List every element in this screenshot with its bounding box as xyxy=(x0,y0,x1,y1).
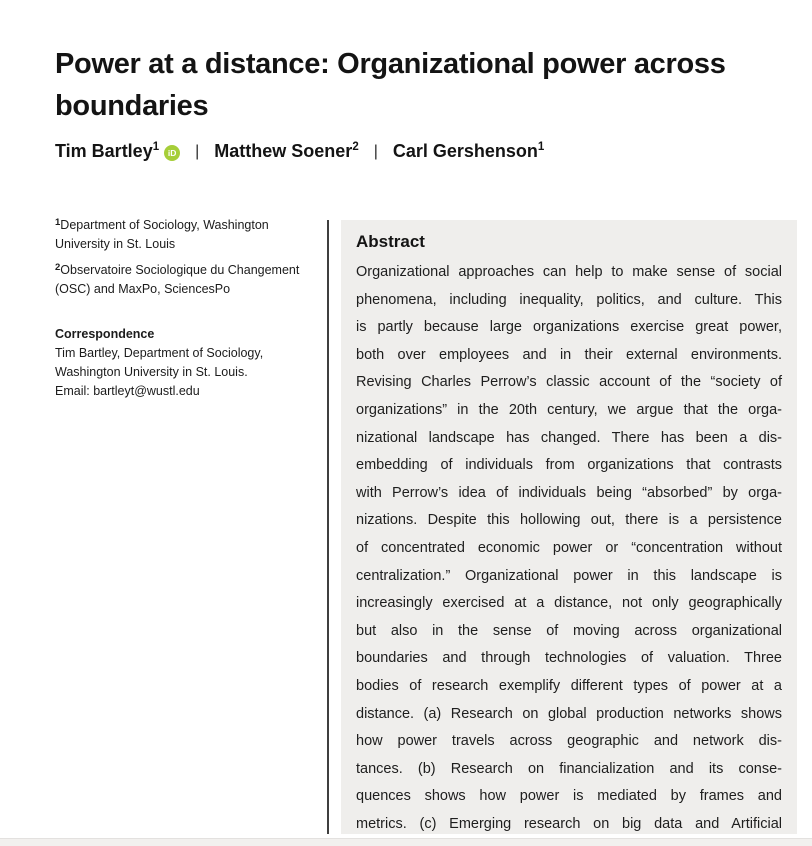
affiliation-text: Department of Sociology, Washington University in St. Louis xyxy=(55,218,269,251)
abstract-line: tances. (b) Research on financialization and its conse- xyxy=(356,760,782,777)
abstract-line: bodies of research exemplify different types of power at a xyxy=(356,677,782,694)
abstract-heading: Abstract xyxy=(356,232,425,251)
abstract-line: increasingly exercised at a distance, not only geographically xyxy=(356,595,782,612)
affiliation-2 xyxy=(55,261,309,299)
abstract-line: nizational landscape has changed. There has been a dis- xyxy=(356,429,782,446)
correspondence-address: Tim Bartley, Department of Sociology, Washington University in St. Louis. xyxy=(55,346,264,379)
author-separator: | xyxy=(373,143,378,160)
author-separator: | xyxy=(195,143,200,160)
abstract-line: how power travels across geographic and network dis- xyxy=(356,733,782,750)
author-name: Carl Gershenson xyxy=(392,141,538,161)
author-affiliation-marker: 1 xyxy=(152,141,160,153)
author-list xyxy=(55,141,544,162)
article-info-column xyxy=(55,216,309,401)
author-affiliation-marker: 1 xyxy=(537,141,545,153)
abstract-line: Revising Charles Perrow’s classic account of the “society of xyxy=(356,374,782,391)
affiliation-marker: 1 xyxy=(55,217,61,228)
abstract-line: nizations. Despite this hollowing out, there is a persistence xyxy=(356,512,782,529)
affiliation-text: Observatoire Sociologique du Changement (OSC) and MaxPo, SciencesPo xyxy=(55,263,300,296)
author-3 xyxy=(393,141,544,162)
page-edge-strip xyxy=(0,838,812,846)
author-1 xyxy=(55,141,180,162)
abstract-line: quences shows how power is mediated by frames and xyxy=(356,788,782,805)
abstract-line: with Perrow’s idea of individuals being “absorbed” by orga- xyxy=(356,484,782,501)
abstract-line: is partly because large organizations exercise great power, xyxy=(356,319,782,336)
page-title: Power at a distance: Organizational power across boundaries xyxy=(55,48,726,123)
email-label: Email: xyxy=(55,384,94,398)
abstract-line: centralization.” Organizational power in this landscape is xyxy=(356,567,782,584)
abstract-line: but also in the sense of moving across organizational xyxy=(356,622,782,639)
abstract-line: both over employees and in their external environments. xyxy=(356,346,782,363)
author-name: Matthew Soener xyxy=(214,141,353,161)
affiliation-1 xyxy=(55,216,309,254)
column-divider xyxy=(327,220,329,834)
email-link[interactable]: bartleyt@wustl.edu xyxy=(93,384,200,398)
affiliation-marker: 2 xyxy=(55,262,61,273)
abstract-line: phenomena, including inequality, politics, and culture. This xyxy=(356,291,782,308)
orcid-icon[interactable]: iD xyxy=(164,145,180,161)
abstract-section xyxy=(341,220,797,834)
abstract-lines xyxy=(356,259,782,834)
abstract-line: metrics. (c) Emerging research on big data and Artificial xyxy=(356,815,782,832)
abstract-line: distance. (a) Research on global production networks shows xyxy=(356,705,782,722)
correspondence-heading: Correspondence xyxy=(55,327,155,341)
abstract-line: Organizational approaches can help to make sense of social xyxy=(356,264,782,280)
author-2 xyxy=(214,141,358,162)
abstract-line: embedding of individuals from organizations that contrasts xyxy=(356,457,782,474)
author-name: Tim Bartley xyxy=(55,141,153,161)
author-affiliation-marker: 2 xyxy=(352,141,359,153)
correspondence-email-line xyxy=(55,382,309,401)
abstract-line: organizations” in the 20th century, we argue that the orga- xyxy=(356,401,782,418)
abstract-line: boundaries and through technologies of valuation. Three xyxy=(356,650,782,667)
abstract-line: of concentrated economic power or “concentration without xyxy=(356,539,782,556)
